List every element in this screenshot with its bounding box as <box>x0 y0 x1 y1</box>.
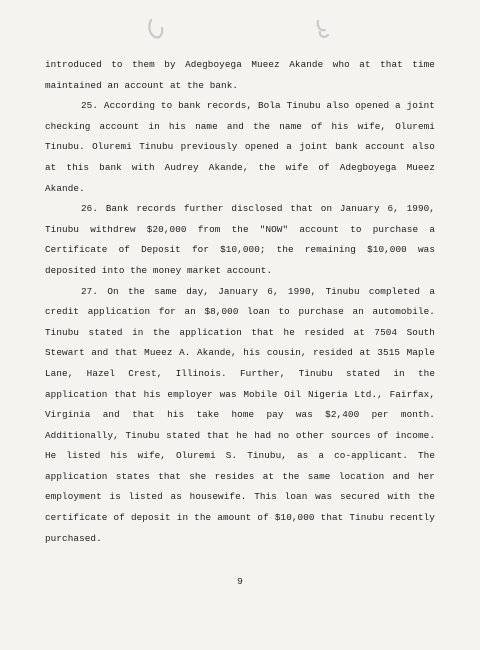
body-text <box>45 55 435 549</box>
punch-hole-mark <box>313 18 333 40</box>
paragraph-25: 25. According to bank records, Bola Tinubu also opened a joint checking account in his name and the name of his wife, Oluremi Tinubu. Oluremi Tinubu previously opened a joint bank account also at this bank with Audrey Akande, the wife of Adegboyega Mueez Akande. <box>45 100 435 194</box>
paragraph-26: 26. Bank records further disclosed that on January 6, 1990, Tinubu withdrew $20,000 from the "NOW" account to purchase a Certificate of Deposit for $10,000; the remaining $10,000 was deposited into the money market account. <box>45 203 435 276</box>
page-number: 9 <box>237 576 243 587</box>
punch-hole-mark <box>145 18 165 40</box>
paragraph-continuation: introduced to them by Adegboyega Mueez Akande who at that time maintained an account at the bank. <box>45 59 435 91</box>
paragraph-27: 27. On the same day, January 6, 1990, Tinubu completed a credit application for an $8,000 loan to purchase an automobile. Tinubu stated in the application that he resided at 7504 South Stewart and that Mueez A. Akande, his cousin, resided at 3515 Maple Lane, Hazel Crest, Illinois. Further, Tinubu stated in the application that his employer was Mobile Oil Nigeria Ltd., Fairfax, Virginia and that his take home pay was $2,400 per month. Additionally, Tinubu stated that he had no other sources of income. He listed his wife, Oluremi S. Tinubu, as a co-applicant. The application states that she resides at the same location and her employment is listed as housewife. This loan was secured with the certificate of deposit in the amount of $10,000 that Tinubu recently purchased. <box>45 285 435 544</box>
